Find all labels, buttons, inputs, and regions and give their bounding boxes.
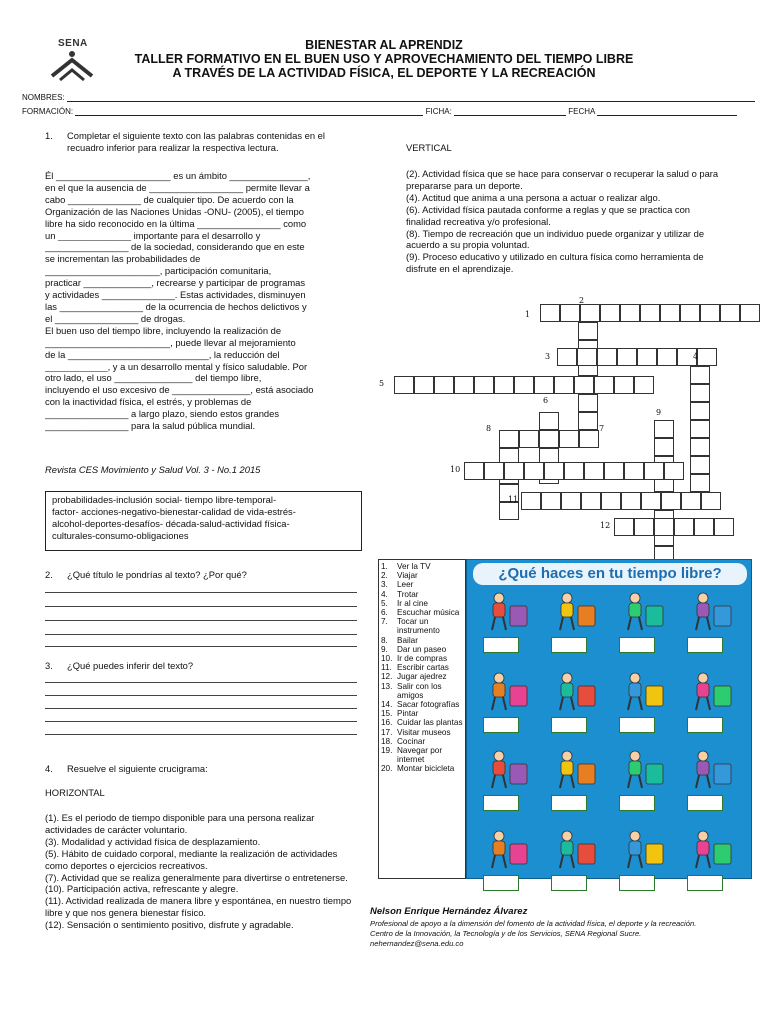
q1-text-line: las ________________ de la ocurrencia de hechos delictivos y — [45, 300, 307, 312]
activity-item — [381, 663, 463, 672]
crossword-cell[interactable] — [484, 462, 504, 480]
q2-answer-line[interactable] — [45, 592, 357, 593]
q1-text-line: otro lado, el uso _______________ del tiempo libre, — [45, 372, 262, 384]
activity-item — [381, 764, 463, 773]
crossword-cell[interactable] — [690, 456, 710, 474]
q2-answer-line[interactable] — [45, 634, 357, 635]
crossword-cell[interactable] — [521, 492, 541, 510]
activity-label: Trotar — [397, 589, 419, 599]
q1-text-line: ________________ para la salud pública mundial. — [45, 420, 256, 432]
crossword-cell[interactable] — [660, 304, 680, 322]
crossword-cell[interactable] — [690, 366, 710, 384]
activity-illustration — [617, 828, 667, 870]
crossword-cell[interactable] — [474, 376, 494, 394]
crossword-cell[interactable] — [621, 492, 641, 510]
author-name: Nelson Enrique Hernández Álvarez — [370, 906, 528, 917]
crossword-cell[interactable] — [694, 518, 714, 536]
crossword-cell[interactable] — [604, 462, 624, 480]
activity-answer-box[interactable] — [483, 717, 519, 733]
clue-h7: (7). Actividad que se realiza generalmente para divertirse o entretenerse. — [45, 871, 348, 883]
crossword-cell[interactable] — [534, 376, 554, 394]
q1-text-line: ________________ de la sociedad, considerando que en este — [45, 241, 305, 253]
activity-label: Bailar — [397, 635, 418, 645]
crossword-number: 11 — [508, 495, 519, 504]
activity-illustration — [481, 670, 531, 712]
clue-h11: (11). Actividad realizada de manera libre y espontánea, en nuestro tiempo libre y que nos genera bienestar físico. — [45, 895, 352, 919]
activity-answer-box[interactable] — [619, 717, 655, 733]
q1-text-line: se incrementan las probabilidades de — [45, 253, 201, 265]
activity-answer-box[interactable] — [483, 875, 519, 891]
activity-illustration — [549, 590, 599, 632]
activity-item — [381, 682, 463, 700]
activity-answer-box[interactable] — [619, 637, 655, 653]
crossword-number: 12 — [600, 521, 611, 530]
author-info — [370, 919, 762, 949]
activity-item — [381, 718, 463, 727]
activity-item — [381, 617, 463, 635]
activity-illustration — [685, 590, 735, 632]
activity-item — [381, 608, 463, 617]
crossword-cell[interactable] — [644, 462, 664, 480]
nombres-label: NOMBRES: — [22, 93, 65, 102]
activity-label: Escuchar música — [397, 608, 460, 618]
activity-label: Dar un paseo — [397, 644, 447, 654]
crossword-number: 10 — [450, 465, 461, 474]
ficha-label: FICHA: — [425, 107, 452, 116]
formacion-label: FORMACIÓN: — [22, 107, 74, 116]
activity-item — [381, 746, 463, 764]
q1-text-line: incluyendo el uso excesivo de _______________, está asociado — [45, 384, 314, 396]
activity-illustration — [549, 828, 599, 870]
activity-number: 11. — [381, 663, 392, 673]
activity-answer-box[interactable] — [551, 875, 587, 891]
q1-text-line: ________________ a largo plazo, siendo estos grandes — [45, 408, 280, 420]
fecha-label: FECHA — [568, 107, 595, 116]
activity-item — [381, 571, 463, 580]
q3-answer-line[interactable] — [45, 734, 357, 735]
activity-number: 1. — [381, 562, 388, 571]
crossword-cell[interactable] — [561, 492, 581, 510]
crossword-cell[interactable] — [499, 430, 519, 448]
q1-text-line: libre ha sido reconocido en la última ________________ como — [45, 217, 307, 229]
crossword-cell[interactable] — [554, 376, 574, 394]
crossword-number: 6 — [543, 396, 549, 405]
activity-number: 9. — [381, 644, 388, 654]
crossword-cell[interactable] — [524, 462, 544, 480]
activity-label: Ver la TV — [397, 562, 431, 571]
q4-number: 4. — [45, 763, 53, 774]
word-box-line: culturales-consumo-obligaciones — [52, 529, 189, 541]
activity-label: Jugar ajedrez — [397, 672, 447, 682]
crossword-number: 3 — [545, 352, 551, 361]
activity-illustration — [481, 590, 531, 632]
q3-number: 3. — [45, 660, 53, 671]
q3-answer-line[interactable] — [45, 708, 357, 709]
q1-instruction-text: Completar el siguiente texto con las palabras contenidas en el recuadro inferior para realizar la respectiva lectura. — [67, 130, 325, 153]
clue-v9: (9). Proceso educativo y utilizado en cultura física como herramienta de disfrute en el aprendizaje. — [406, 251, 704, 275]
activity-number: 14. — [381, 700, 393, 710]
crossword-cell[interactable] — [544, 462, 564, 480]
activity-number: 19. — [381, 746, 393, 756]
crossword-cell[interactable] — [690, 402, 710, 420]
crossword-cell[interactable] — [454, 376, 474, 394]
crossword-cell[interactable] — [701, 492, 721, 510]
crossword-cell[interactable] — [594, 376, 614, 394]
activity-answer-box[interactable] — [551, 717, 587, 733]
crossword-cell[interactable] — [541, 492, 561, 510]
q2-number: 2. — [45, 569, 53, 580]
activity-item — [381, 562, 463, 571]
activity-label: Navegar por internet — [397, 746, 443, 765]
crossword-cell[interactable] — [690, 438, 710, 456]
crossword-cell[interactable] — [697, 348, 717, 366]
q1-text-line: Organización de las Naciones Unidas -ONU- (2005), el tiempo — [45, 205, 304, 217]
q1-text-line: y actividades ______________. Estas actividades, disminuyen — [45, 289, 306, 301]
q1-text-line: ____________, y a un desarrollo mental y físico saludable. Por — [45, 360, 308, 372]
activity-illustration — [481, 828, 531, 870]
clue-v2: (2). Actividad física que se hace para conservar o recuperar la salud o para prepararse para un deporte. — [406, 168, 719, 191]
activity-item — [381, 580, 463, 589]
crossword-cell[interactable] — [614, 518, 634, 536]
crossword-cell[interactable] — [740, 304, 760, 322]
horizontal-label: HORIZONTAL — [45, 787, 105, 798]
crossword-cell[interactable] — [617, 348, 637, 366]
q2-question — [45, 569, 247, 581]
crossword-cell[interactable] — [597, 348, 617, 366]
activity-number: 4. — [381, 589, 388, 599]
citation: Revista CES Movimiento y Salud Vol. 3 - No.1 2015 — [45, 464, 261, 475]
activity-answer-box[interactable] — [619, 795, 655, 811]
crossword-cell[interactable] — [657, 348, 677, 366]
crossword-cell[interactable] — [654, 420, 674, 438]
crossword-cell[interactable] — [714, 518, 734, 536]
activity-item — [381, 672, 463, 681]
activity-label: Cocinar — [397, 736, 426, 746]
crossword-cell[interactable] — [464, 462, 484, 480]
crossword-cell[interactable] — [499, 502, 519, 520]
activity-item — [381, 709, 463, 718]
activity-illustration — [685, 670, 735, 712]
activity-label: Escribir cartas — [397, 663, 449, 673]
activity-answer-box[interactable] — [551, 795, 587, 811]
q1-text-line: ______________________, participación comunitaria, — [45, 265, 272, 277]
crossword-cell[interactable] — [640, 304, 660, 322]
crossword-cell[interactable] — [580, 304, 600, 322]
activity-label: Tocar un instrumento — [397, 617, 440, 636]
activity-number: 17. — [381, 727, 393, 737]
word-box-line: alcohol-deportes-desafíos- década-salud-actividad física- — [52, 517, 290, 529]
clue-h10: (10). Participación activa, refrescante y alegre. — [45, 883, 239, 895]
activity-number: 7. — [381, 617, 388, 627]
q1-number: 1. — [45, 130, 53, 141]
activity-illustration — [481, 748, 531, 790]
activity-label: Ir de compras — [397, 654, 448, 664]
activity-label: Ir al cine — [397, 598, 428, 608]
crossword-cell[interactable] — [414, 376, 434, 394]
author-center: Centro de la Innovación, la Tecnología y de los Servicios, SENA Regional Sucre. — [370, 929, 642, 938]
q1-text-line: Él ______________________ es un ámbito _______________, — [45, 170, 311, 181]
q3-answer-line[interactable] — [45, 721, 357, 722]
q2-answer-line[interactable] — [45, 620, 357, 621]
q3-answer-line[interactable] — [45, 695, 357, 696]
q2-answer-line[interactable] — [45, 606, 357, 607]
vertical-label: VERTICAL — [406, 142, 452, 153]
activity-number: 20. — [381, 764, 393, 774]
crossword-cell[interactable] — [574, 376, 594, 394]
activity-item — [381, 636, 463, 645]
crossword-cell[interactable] — [720, 304, 740, 322]
crossword-cell[interactable] — [601, 492, 621, 510]
activity-number: 6. — [381, 608, 388, 618]
activity-item — [381, 654, 463, 663]
activity-item — [381, 599, 463, 608]
crossword-cell[interactable] — [600, 304, 620, 322]
crossword-cell[interactable] — [614, 376, 634, 394]
title-line-2: TALLER FORMATIVO EN EL BUEN USO Y APROVECHAMIENTO DEL TIEMPO LIBRE — [134, 52, 634, 66]
activity-number: 18. — [381, 736, 393, 746]
crossword-cell[interactable] — [394, 376, 414, 394]
activity-illustration — [617, 670, 667, 712]
activity-number: 8. — [381, 635, 388, 645]
q4-text: Resuelve el siguiente crucigrama: — [67, 763, 208, 774]
activity-number: 3. — [381, 580, 388, 590]
activity-label: Sacar fotografías — [397, 700, 460, 710]
title-line-3: A TRAVÉS DE LA ACTIVIDAD FÍSICA, EL DEPORTE Y LA RECREACIÓN — [172, 66, 596, 80]
q1-text-line: El buen uso del tiempo libre, incluyendo la realización de — [45, 324, 282, 336]
activity-label: Salir con los amigos — [397, 681, 442, 700]
crossword-cell[interactable] — [564, 462, 584, 480]
crossword-cell[interactable] — [661, 492, 681, 510]
crossword-cell[interactable] — [624, 462, 644, 480]
crossword-cell[interactable] — [690, 474, 710, 492]
crossword-number: 4 — [693, 352, 699, 361]
title-line-1: BIENESTAR AL APRENDIZ — [305, 38, 463, 52]
panel-title: ¿Qué haces en tu tiempo libre? — [473, 563, 747, 585]
crossword-cell[interactable] — [664, 462, 684, 480]
crossword-cell[interactable] — [634, 518, 654, 536]
crossword-cell[interactable] — [620, 304, 640, 322]
crossword-number: 5 — [379, 379, 385, 388]
activity-item — [381, 700, 463, 709]
q3-question — [45, 660, 193, 672]
activity-answer-box[interactable] — [687, 875, 723, 891]
activity-item — [381, 645, 463, 654]
crossword-number: 7 — [599, 424, 605, 433]
crossword-cell[interactable] — [641, 492, 661, 510]
activities-list — [378, 559, 466, 879]
activity-number: 5. — [381, 598, 388, 608]
activity-label: Pintar — [397, 709, 419, 719]
clue-v4: (4). Actitud que anima a una persona a actuar o realizar algo. — [406, 191, 661, 203]
crossword-cell[interactable] — [559, 430, 579, 448]
q4-question — [45, 763, 208, 775]
q2-answer-line[interactable] — [45, 646, 357, 647]
clue-h5: (5). Hábito de cuidado corporal, mediante la realización de actividades como deportes o ejercicios recreativos. — [45, 847, 338, 871]
activity-answer-box[interactable] — [687, 795, 723, 811]
author-role: Profesional de apoyo a la dimensión del fomento de la actividad física, el deporte y la recreación. — [370, 919, 697, 928]
activity-number: 10. — [381, 654, 393, 664]
activity-item — [381, 737, 463, 746]
activity-answer-box[interactable] — [687, 717, 723, 733]
crossword-cell[interactable] — [560, 304, 580, 322]
activity-label: Visitar museos — [397, 727, 451, 737]
crossword-cell[interactable] — [581, 492, 601, 510]
activity-item — [381, 728, 463, 737]
logo-text: SENA — [58, 38, 88, 49]
activity-answer-box[interactable] — [551, 637, 587, 653]
crossword-number: 8 — [486, 424, 492, 433]
crossword-cell[interactable] — [504, 462, 524, 480]
crossword-cell[interactable] — [681, 492, 701, 510]
q2-text: ¿Qué título le pondrías al texto? ¿Por qué? — [67, 569, 247, 580]
crossword-cell[interactable] — [557, 348, 577, 366]
word-box-line: probabilidades-inclusión social- tiempo libre-temporal- — [52, 494, 277, 505]
crossword-cell[interactable] — [674, 518, 694, 536]
crossword-cell[interactable] — [578, 394, 598, 412]
clue-h3: (3). Modalidad y actividad física de desplazamiento. — [45, 835, 261, 847]
activity-number: 15. — [381, 709, 393, 719]
author-email: nehernandez@sena.edu.co — [370, 939, 464, 948]
crossword-cell[interactable] — [539, 412, 559, 430]
activity-answer-box[interactable] — [687, 637, 723, 653]
q1-text-line: practicar _____________, recrearse y participar de programas — [45, 277, 306, 289]
activity-number: 13. — [381, 681, 393, 691]
activity-label: Montar bicicleta — [397, 764, 455, 774]
activity-number: 16. — [381, 718, 393, 728]
activity-item — [381, 590, 463, 599]
crossword-number: 1 — [525, 310, 531, 319]
q1-text-line: un ______________ importante para el desarrollo y — [45, 229, 261, 241]
crossword-cell[interactable] — [700, 304, 720, 322]
activity-illustration — [617, 590, 667, 632]
q1-text-line: el ________________ de drogas. — [45, 312, 186, 324]
crossword-cell[interactable] — [680, 304, 700, 322]
activity-label: Viajar — [397, 571, 418, 581]
crossword-cell[interactable] — [579, 430, 599, 448]
crossword-cell[interactable] — [514, 376, 534, 394]
activity-illustration — [617, 748, 667, 790]
crossword-cell[interactable] — [654, 438, 674, 456]
crossword-cell[interactable] — [654, 518, 674, 536]
crossword-cell[interactable] — [578, 412, 598, 430]
crossword-cell[interactable] — [584, 462, 604, 480]
crossword-cell[interactable] — [519, 430, 539, 448]
crossword-cell[interactable] — [540, 304, 560, 322]
horizontal-clues — [45, 812, 357, 931]
crossword-cell[interactable] — [539, 430, 559, 448]
activity-number: 12. — [381, 672, 393, 682]
activity-answer-box[interactable] — [619, 875, 655, 891]
activity-illustration — [685, 748, 735, 790]
activity-answer-box[interactable] — [483, 795, 519, 811]
q1-text-line: en el que la ausencia de __________________ permite llevar a — [45, 181, 310, 193]
crossword-cell[interactable] — [577, 348, 597, 366]
q1-text-line: cabo ______________ de cualquier tipo. De acuerdo con la — [45, 193, 294, 205]
crossword-cell[interactable] — [690, 384, 710, 402]
crossword-number: 2 — [579, 296, 585, 305]
q3-answer-line[interactable] — [45, 682, 357, 683]
activity-illustration — [549, 670, 599, 712]
clue-v6: (6). Actividad física pautada conforme a reglas y que se practica con finalidad recreativa y/o profesional. — [406, 203, 691, 227]
activity-number: 2. — [381, 571, 388, 581]
crossword-cell[interactable] — [494, 376, 514, 394]
q3-text: ¿Qué puedes inferir del texto? — [67, 660, 194, 671]
activity-answer-box[interactable] — [483, 637, 519, 653]
clue-v8: (8). Tiempo de recreación que un individuo puede organizar y utilizar de acuerdo a su propia voluntad. — [406, 227, 705, 251]
crossword-cell[interactable] — [434, 376, 454, 394]
q1-text-line: de la ___________________________, la reducción del — [45, 348, 280, 360]
crossword-cell[interactable] — [578, 322, 598, 340]
q1-text-line: con la inactividad física, el estrés, y problemas de — [45, 396, 252, 408]
crossword-number: 9 — [656, 408, 662, 417]
clue-h1: (1). Es el periodo de tiempo disponible para una persona realizar actividades de carácter voluntario. — [45, 812, 315, 835]
activities-panel — [466, 559, 752, 879]
crossword-cell[interactable] — [634, 376, 654, 394]
clue-h12: (12). Sensación o sentimiento positivo, disfrute y agradable. — [45, 919, 294, 931]
activity-label: Leer — [397, 580, 414, 590]
word-box-line: factor- acciones-negativo-bienestar-calidad de vida-estrés- — [52, 505, 296, 517]
crossword-cell[interactable] — [690, 420, 710, 438]
activity-label: Cuidar las plantas — [397, 718, 463, 728]
crossword-cell[interactable] — [637, 348, 657, 366]
q1-text-line: ________________________, puede llevar al mejoramiento — [45, 336, 296, 348]
activity-illustration — [549, 748, 599, 790]
activity-illustration — [685, 828, 735, 870]
